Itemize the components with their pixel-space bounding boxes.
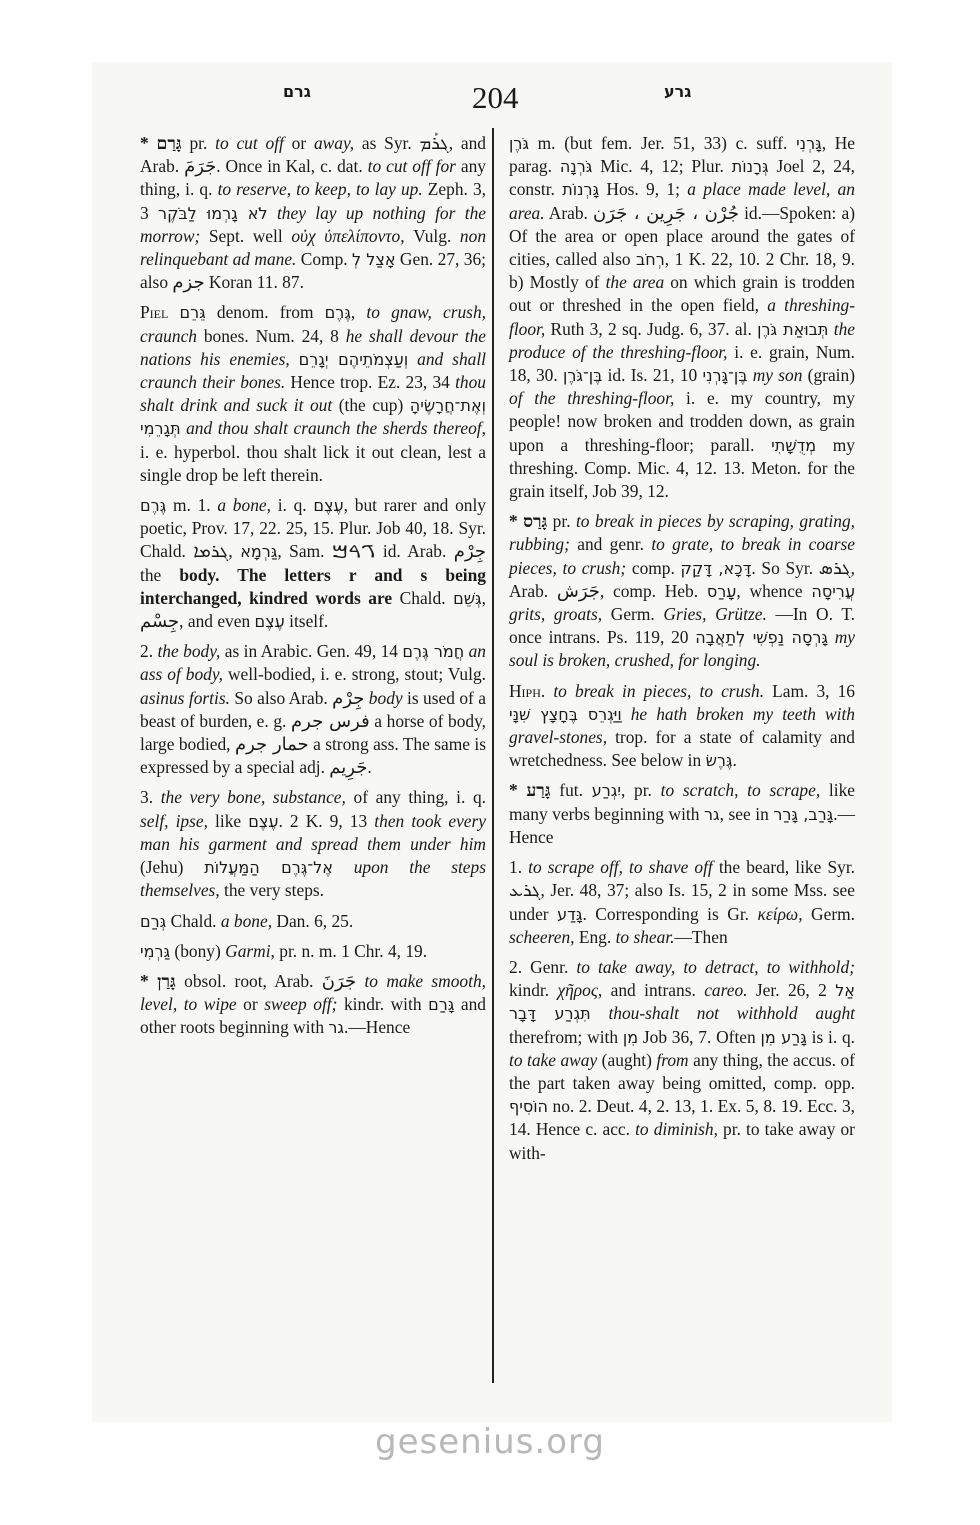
entry-text: as Syr. — [354, 133, 420, 153]
entry-text: obsol. root, Arab. — [175, 970, 322, 991]
entry-text: . — [732, 750, 737, 771]
entry-text: kindr. with — [337, 994, 429, 1015]
entry-text: m. 1. — [166, 495, 218, 516]
entry-text: m. (but fem. Jer. 51, 33) c. suff. — [528, 133, 797, 153]
entry-text: Mic. 4, 12; Plur. — [592, 156, 732, 177]
hebrew-word: גֵּרֵם — [179, 303, 206, 323]
italic-gloss: upon the steps themselves, — [140, 857, 486, 901]
italic-gloss: to cut off — [215, 133, 284, 153]
entry-text: Hos. 9, 1; — [599, 179, 688, 200]
italic-gloss: away, — [313, 133, 355, 153]
entry-text: on which grain is trodden out or threshed in the open field, — [509, 272, 855, 316]
cognate-word: ܓܪܡܐ — [193, 541, 229, 563]
italic-gloss: the area — [605, 272, 665, 293]
entry-text: . Corresponding is Gr. — [582, 903, 758, 924]
entry-text: pr. to take away or with- — [509, 1119, 855, 1163]
entry-text: like many verbs beginning with — [509, 780, 855, 824]
hebrew-word: לֹא גָרְמוּ לַבֹּקֶר — [158, 203, 268, 223]
italic-gloss: χῆρος, — [557, 980, 603, 1001]
cognate-word: جزم — [172, 272, 205, 294]
cognate-word: جِرْم — [453, 541, 486, 563]
hebrew-word: גָּרְסָה נַפְשִׁי לְתַאֲבָה — [695, 628, 828, 648]
entry-text: bones. Num. 24, 8 — [197, 325, 346, 346]
entry-text: is used of a beast of burden, e. g. — [140, 687, 486, 731]
italic-gloss: and thou shalt craunch the sherds thereof, — [186, 418, 486, 439]
entry-text: my threshing. Comp. Mic. 4, 12. 13. Meton. for the grain itself, Job 39, 12. — [509, 434, 855, 502]
hebrew-word: וְעַצְמֹתֵיהֶם יְגָרֵם — [298, 349, 409, 369]
italic-gloss: to cut off for — [367, 156, 456, 177]
italic-gloss: scheeren, — [509, 926, 575, 947]
entry-text: Zeph. 3, 3 — [140, 179, 486, 223]
entry-text: , comp. Heb. — [599, 580, 707, 601]
italic-gloss: to break in pieces, to crush. — [553, 680, 765, 701]
italic-gloss: Garmi, — [225, 940, 275, 961]
entry-text: 2. — [140, 641, 158, 662]
italic-gloss: non relinquebant ad mane. — [140, 225, 487, 270]
italic-gloss: κείρω, — [757, 903, 803, 924]
italic-gloss: careo. — [704, 980, 748, 1001]
hebrew-word: גְּשֵׁם — [453, 588, 482, 608]
italic-gloss: sweep off; — [264, 994, 338, 1015]
entry-text: So also Arab. — [229, 687, 333, 708]
dictionary-entry — [140, 640, 486, 779]
italic-gloss: to gnaw, crush, craunch — [140, 302, 486, 346]
entry-text — [168, 302, 179, 322]
entry-text: .—Hence — [344, 1017, 411, 1038]
italic-gloss: and shall craunch their bones. — [140, 348, 486, 393]
entry-text: i. q. — [270, 495, 314, 516]
entry-text: Dan. 6, 25. — [272, 910, 354, 931]
cognate-word: جِرْم — [332, 687, 365, 709]
italic-gloss: Gries, Grütze. — [663, 604, 767, 625]
entry-text: Job 36, 7. Often — [638, 1026, 761, 1047]
entry-text: (grain) — [802, 365, 855, 386]
entry-text: a strong ass. The same is expressed by a special adj. — [140, 734, 486, 778]
italic-gloss: to diminish, — [635, 1119, 718, 1140]
dictionary-entry — [509, 510, 855, 672]
hebrew-word: עָרַס — [706, 581, 737, 601]
entry-text: . — [367, 757, 372, 778]
entry-text: or — [283, 133, 314, 153]
entry-text: pr. n. m. 1 Chr. 4, 19. — [274, 940, 428, 961]
entry-text: Vulg. — [404, 225, 460, 246]
entry-text — [290, 349, 299, 369]
hebrew-word: עֶצֶם — [254, 612, 285, 632]
italic-gloss: from — [656, 1049, 689, 1070]
entry-text: kindr. — [509, 980, 558, 1001]
entry-text: the — [140, 564, 180, 585]
headword: * גָּרַס — [509, 511, 548, 532]
cognate-word: جِسْم — [140, 611, 180, 633]
italic-gloss: thou-shalt not withhold aught — [608, 1003, 855, 1024]
italic-gloss: the very bone, substance, — [160, 787, 346, 808]
hebrew-word: מְדֻשָׁתִי — [771, 435, 817, 455]
entry-text: Jer. 26, 2 — [747, 980, 836, 1001]
italic-gloss: οὐχ ὑπελίποντο, — [291, 225, 405, 246]
italic-gloss: to scrape off, to shave off — [528, 857, 713, 878]
italic-gloss: to take away, to detract, to withhold; — [576, 956, 855, 977]
cognate-word: جَرَنَ — [321, 970, 357, 992]
entry-text: any thing, i. q. — [140, 156, 486, 200]
entry-text: , — [481, 587, 486, 608]
hebrew-word: חֲמֹר גֶּרֶם — [402, 642, 465, 662]
italic-gloss: to reserve, to keep, to lay up. — [217, 179, 423, 200]
entry-text: and genr. — [569, 534, 652, 555]
entry-text: Chald. — [392, 587, 454, 608]
entry-text: , Arab. — [509, 557, 855, 601]
dictionary-entry — [140, 132, 486, 294]
entry-text: . Once in Kal, c. dat. — [216, 156, 368, 177]
italic-gloss: to grate, to break in coarse pieces, to crush; — [509, 534, 855, 578]
entry-text: Arab. — [544, 202, 593, 223]
entry-text: , but rarer and only poetic, Prov. 17, 22. 25, 15. Plur. Job 40, 18. Syr. Chald. — [140, 495, 487, 562]
entry-text: , and Arab. — [140, 133, 487, 177]
cognate-word: جَرِيم — [329, 757, 368, 779]
entry-text: is i. q. — [806, 1026, 855, 1047]
hebrew-word: גַּרְמִי — [140, 941, 171, 961]
hebrew-word: תְּבוּאַת גֹּרֶן — [757, 319, 829, 339]
entry-text: of any thing, i. q. — [345, 787, 486, 808]
dictionary-entry — [509, 779, 855, 849]
italic-gloss: he shall devour the nations his enemies, — [140, 325, 486, 369]
entry-text: pr. — [547, 511, 576, 532]
entry-text: , and even — [179, 611, 255, 632]
hebrew-word: בֶּן־גָּרְנִי — [702, 366, 748, 386]
hebrew-word: גֶּרֶשׂ — [705, 751, 733, 771]
watermark: gesenius.org — [375, 1422, 605, 1462]
entry-text: no. 2. Deut. 4, 2. 13, 1. Ex. 5, 8. 19. Ecc. 3, 14. Hence c. acc. — [509, 1096, 855, 1140]
italic-gloss: to break in pieces by scraping, grating, rubbing; — [509, 511, 855, 555]
italic-gloss: self, ipse, — [140, 810, 208, 831]
cognate-word: حمار جرم — [234, 734, 309, 756]
hebrew-word: גֶּרֶם — [140, 496, 167, 516]
dictionary-entry — [140, 970, 486, 1040]
italic-gloss: a bone, — [220, 910, 273, 931]
entry-text: Germ. — [802, 903, 855, 924]
dictionary-entry — [140, 786, 486, 902]
entry-text: trop. for a state of calamity and wretchedness. See below in — [509, 727, 855, 771]
entry-text: and intrans. — [602, 980, 705, 1001]
hebrew-word: גָּרַע מִן — [760, 1027, 807, 1047]
entry-text: , Sam. — [277, 541, 332, 562]
hebrew-word: גְּרַם — [140, 911, 167, 931]
entry-text: i. e. my country, my people! now broken and trodden down, as grain upon a threshing-floor; parall. — [509, 388, 855, 455]
hebrew-word: אַל תִּגְרַע דָּבָר — [509, 981, 855, 1024]
entry-text: (bony) — [170, 940, 226, 961]
hebrew-word: גְּרָנוֹת — [731, 157, 769, 177]
cognate-word: جَرَش — [556, 580, 600, 602]
cognate-word: ࠂࠓࠌ — [331, 541, 376, 563]
cognate-word: جَرَمَ — [184, 156, 217, 178]
italic-gloss: asinus fortis. — [140, 687, 230, 708]
running-head-right: גרע — [664, 82, 692, 101]
entry-text: well-bodied, i. e. strong, stout; Vulg. — [222, 664, 486, 685]
hebrew-word: גָּדַע — [557, 904, 583, 924]
entry-text: , — [228, 541, 241, 562]
entry-text: id. Arab. — [375, 541, 454, 562]
column-divider — [492, 128, 494, 1383]
entry-text: (aught) — [597, 1049, 657, 1070]
entry-text: . So Syr. — [751, 557, 819, 578]
hebrew-word: גָּרְנוֹת — [562, 180, 600, 200]
hebrew-word: גַּרְמָא — [240, 542, 278, 562]
headword: * גָּרַע — [509, 780, 551, 801]
italic-gloss: my soul is broken, crushed, for longing. — [509, 627, 855, 671]
cognate-word: ܓܪܥ — [509, 880, 541, 902]
entry-text: and other roots beginning with — [140, 994, 486, 1038]
italic-gloss: thou shalt drink and suck it out — [140, 372, 486, 416]
entry-text: , whence — [736, 580, 812, 601]
entry-text: or — [236, 994, 265, 1015]
entry-text: Sept. well — [200, 225, 292, 246]
headword: body. The letters r and s being interchanged, kindred words are — [140, 564, 487, 608]
entry-text: comp. — [626, 557, 681, 578]
page-number: 204 — [472, 80, 519, 115]
italic-gloss: the produce of the threshing-floor, — [509, 318, 855, 362]
dictionary-entry — [509, 132, 855, 503]
italic-gloss: to scratch, to scrape, — [660, 780, 821, 801]
entry-text: id. Is. 21, 10 — [602, 365, 703, 386]
entry-text: , 1 K. 22, 10. 2 Chr. 18, 9. b) Mostly of — [509, 249, 855, 293]
italic-gloss: an ass of body, — [140, 641, 486, 685]
entry-text: Germ. — [602, 604, 664, 625]
italic-gloss: the body, — [157, 641, 221, 662]
hebrew-word: גֹּרְנָה — [559, 157, 593, 177]
cognate-word: فرس جرم — [291, 710, 370, 732]
entry-text: Joel 2, 24, constr. — [509, 156, 855, 200]
entry-text: any thing, the accus. of the part taken away being omitted, comp. opp. — [509, 1049, 855, 1093]
hebrew-word: רְחֹב — [636, 250, 665, 270]
dictionary-entry — [509, 680, 855, 773]
entry-text: the very steps. — [219, 880, 325, 901]
hebrew-word: דָּכָא, דָּקַק — [680, 558, 752, 578]
entry-text: , He parag. — [509, 133, 855, 177]
hebrew-word: אָצַל לְ — [352, 250, 396, 270]
headword: * גָּרַם — [140, 133, 182, 153]
hebrew-word: גר — [703, 804, 720, 824]
entry-text: Lam. 3, 16 — [764, 680, 855, 701]
hebrew-word: אֶל־גֶּרֶם הַמַּעֲלוֹת — [204, 858, 333, 878]
entry-text: . 2 K. 9, 13 — [278, 810, 375, 831]
hebrew-word: עֶצֶם — [313, 496, 344, 516]
cognate-word: جُرْن ، جَرِين ، جَرَن — [593, 202, 739, 224]
italic-gloss: a place made level, an area. — [509, 179, 855, 223]
entry-text — [408, 349, 417, 369]
entry-text: , pr. — [620, 780, 661, 801]
cognate-word: ܓܪܰܡ — [419, 133, 449, 154]
hebrew-word: גָּרַב, גָּרַר — [773, 804, 834, 824]
italic-gloss: of the threshing-floor, — [509, 388, 675, 409]
entry-text: (Jehu) — [140, 857, 205, 878]
entry-text: 3. — [140, 787, 161, 808]
stem-label: Hiph. — [509, 680, 546, 701]
italic-gloss: a bone, — [217, 495, 271, 516]
headword: * גָּרַן — [140, 970, 176, 991]
entry-text: , Jer. 48, 37; also Is. 15, 2 in some Mss. see under — [509, 880, 855, 924]
entry-text: Chald. — [166, 910, 221, 931]
entry-text: 1. — [509, 857, 529, 878]
cognate-word: ܓܪܣ — [818, 557, 851, 579]
hebrew-word: גֹּרֶן — [509, 134, 529, 153]
hebrew-word: עֲרִיסָה — [811, 581, 856, 601]
entry-text: pr. — [181, 133, 216, 153]
hebrew-word: גֶּרֶם — [324, 303, 351, 323]
entry-text: fut. — [550, 780, 592, 801]
entry-text: denom. from — [205, 302, 325, 323]
entry-text: itself. — [284, 611, 329, 632]
entry-text — [828, 627, 835, 647]
dictionary-entry — [140, 940, 486, 963]
left-column — [140, 132, 486, 1047]
dictionary-entry — [509, 956, 855, 1165]
italic-gloss: to take away — [509, 1049, 598, 1070]
italic-gloss: then took every man his garment and spread them under him — [140, 810, 486, 854]
dictionary-entry — [509, 856, 855, 949]
entry-text: a horse of body, large bodied, — [140, 710, 486, 755]
running-head-left: גרם — [283, 82, 311, 101]
entry-text: i. e. hyperbol. thou shalt lick it out clean, lest a single drop be left therein. — [140, 441, 486, 485]
entry-text: , see in — [719, 803, 774, 824]
hebrew-word: בֶּן־גֹּרֶן — [562, 366, 603, 386]
entry-text: Hence trop. Ez. 23, 34 — [285, 372, 456, 393]
italic-gloss: a threshing-floor, — [509, 295, 855, 339]
hebrew-word: גָּרְנִי — [796, 134, 822, 153]
entry-text: the beard, like Syr. — [712, 857, 855, 878]
entry-text — [268, 203, 277, 223]
hebrew-word: וְאֶת־חֲרָשֶׂיהָ תְּגָרֵמִי — [140, 396, 486, 439]
entry-text: id.—Spoken: a) Of the area or open place around the gates of cities, called also — [509, 202, 855, 270]
entry-text: .—Hence — [509, 803, 855, 847]
entry-text: Ruth 3, 2 sq. Judg. 6, 37. al. — [545, 318, 758, 339]
italic-gloss: to shear. — [615, 926, 675, 947]
entry-text: —In O. T. once intrans. Ps. 119, 20 — [509, 604, 856, 648]
italic-gloss: to make smooth, level, to wipe — [140, 970, 486, 1015]
entry-text: as in Arabic. Gen. 49, 14 — [220, 641, 403, 662]
dictionary-entry — [140, 910, 486, 933]
entry-text: 2. Genr. — [509, 956, 577, 977]
italic-gloss: he hath broken my teeth with gravel-stones, — [509, 703, 855, 748]
entry-text — [333, 857, 354, 877]
right-column — [509, 132, 855, 1172]
entry-text: Eng. — [574, 926, 616, 947]
entry-text: therefrom; with — [509, 1026, 623, 1047]
italic-gloss: my son — [752, 365, 803, 386]
hebrew-word: הוֹסִיף — [509, 1097, 549, 1117]
hebrew-word: עֶצֶם — [248, 811, 279, 831]
stem-label: Piel — [140, 302, 169, 323]
entry-text: , — [350, 302, 367, 323]
entry-text: —Then — [674, 926, 728, 947]
hebrew-word: גר — [328, 1018, 345, 1038]
hebrew-word: יִגְרַע — [591, 781, 621, 801]
entry-text: Comp. — [296, 249, 353, 270]
entry-text: Gen. 27, 36; also — [140, 249, 486, 293]
italic-gloss: grits, groats, — [509, 604, 603, 625]
italic-gloss: they lay up nothing for the morrow; — [140, 202, 486, 246]
dictionary-entry — [140, 494, 486, 633]
dictionary-entry — [140, 301, 486, 487]
entry-text: like — [207, 810, 249, 831]
entry-text: (the cup) — [332, 395, 410, 416]
hebrew-word: גָּרַם — [428, 995, 455, 1015]
entry-text: Koran 11. 87. — [204, 272, 304, 293]
entry-text — [622, 704, 631, 724]
entry-text — [591, 1003, 609, 1023]
hebrew-word: וַיַּגְרֵס בֶּחָצָץ שִׁנָּי — [509, 704, 622, 724]
hebrew-word: מִן — [622, 1027, 639, 1047]
entry-text: i. e. grain, Num. 18, 30. — [509, 341, 855, 386]
italic-gloss: body — [368, 687, 403, 708]
